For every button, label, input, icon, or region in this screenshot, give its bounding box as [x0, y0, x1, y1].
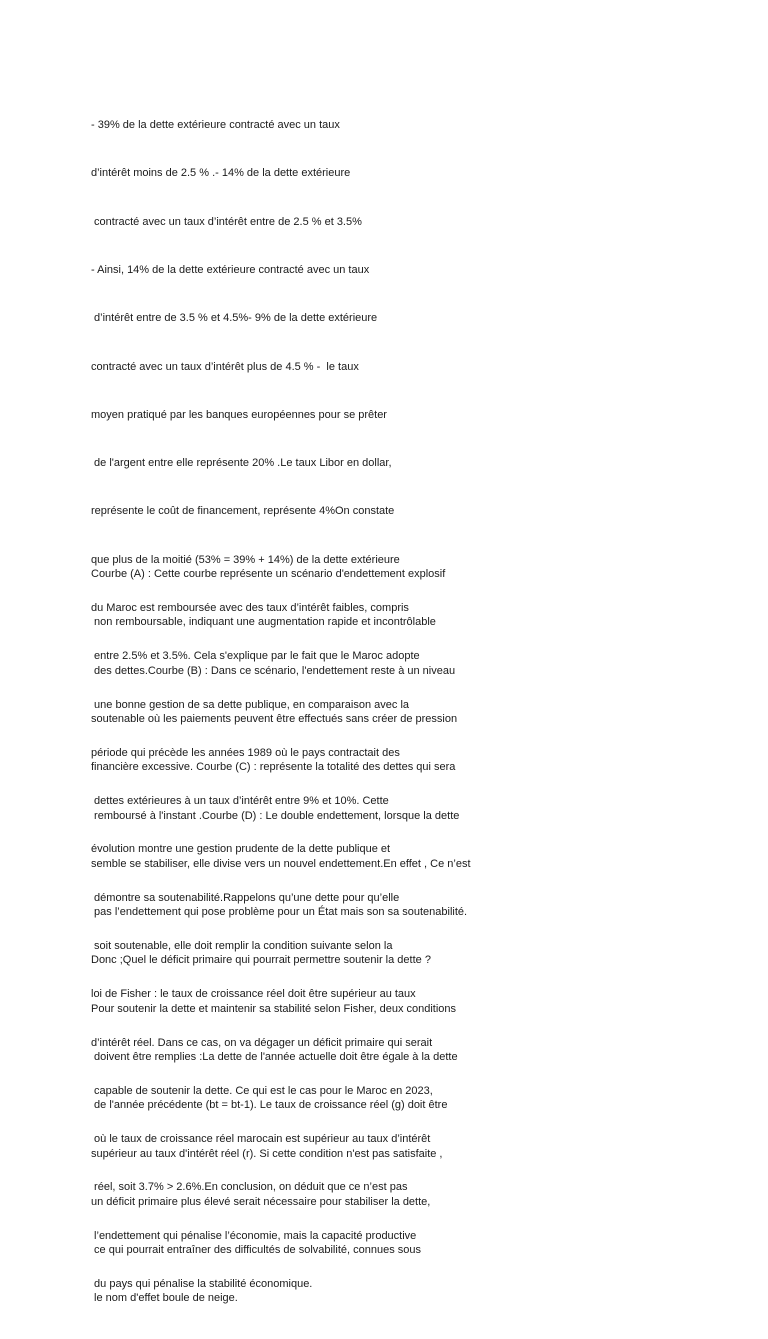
text-line: soit soutenable, elle doit remplir la condition suivante selon la [91, 939, 393, 952]
text-line: contracté avec un taux d’intérêt plus de 4.5 % - le taux [91, 360, 359, 373]
text-line: moyen pratiqué par les banques européennes pour se prêter [91, 408, 387, 421]
text-line: supérieur au taux d'intérêt réel (r). Si cette condition n'est pas satisfaite , [91, 1147, 443, 1160]
paragraph-debt-curves [91, 534, 511, 1339]
text-line: - Ainsi, 14% de la dette extérieure contracté avec un taux [91, 264, 370, 277]
text-line: semble se stabiliser, elle divise vers un nouvel endettement.En effet , Ce n’est [91, 857, 471, 870]
text-line: Pour soutenir la dette et maintenir sa stabilité selon Fisher, deux conditions [91, 1002, 457, 1015]
text-line: ce qui pourrait entraîner des difficultés de solvabilité, connues sous [91, 1244, 421, 1257]
text-line: loi de Fisher : le taux de croissance réel doit être supérieur au taux [91, 988, 416, 1001]
text-line: Courbe (A) : Cette courbe représente un scénario d'endettement explosif [91, 568, 446, 581]
text-line: entre 2.5% et 3.5%. Cela s'explique par le fait que le Maroc adopte [91, 650, 420, 663]
text-line: de l'année précédente (bt = bt-1). Le taux de croissance réel (g) doit être [91, 1099, 448, 1112]
text-line: de l'argent entre elle représente 20% .Le taux Libor en dollar, [91, 457, 392, 470]
text-line: Donc ;Quel le déficit primaire qui pourrait permettre soutenir la dette ? [91, 954, 431, 967]
text-line: - 39% de la dette extérieure contracté avec un taux [91, 119, 340, 132]
text-line: d’intérêt moins de 2.5 % .- 14% de la dette extérieure [91, 167, 351, 180]
text-line: financière excessive. Courbe (C) : représente la totalité des dettes qui sera [91, 761, 456, 774]
text-line: que plus de la moitié (53% = 39% + 14%) de la dette extérieure [91, 553, 400, 566]
text-line: l’endettement qui pénalise l’économie, mais la capacité productive [91, 1229, 417, 1242]
text-line: pas l’endettement qui pose problème pour un État mais son sa soutenabilité. [91, 906, 468, 919]
text-line: représente le coût de financement, représente 4%On constate [91, 505, 395, 518]
text-line: une bonne gestion de sa dette publique, en comparaison avec la [91, 698, 410, 711]
text-line: contracté avec un taux d’intérêt entre de 2.5 % et 3.5% [91, 215, 362, 228]
text-line: un déficit primaire plus élevé serait nécessaire pour stabiliser la dette, [91, 1195, 431, 1208]
text-line: démontre sa soutenabilité.Rappelons qu’une dette pour qu’elle [91, 891, 400, 904]
text-line: du pays qui pénalise la stabilité économique. [91, 1277, 313, 1290]
text-line: soutenable où les paiements peuvent être effectués sans créer de pression [91, 713, 458, 726]
text-line: période qui précède les années 1989 où le pays contractait des [91, 746, 400, 759]
text-line: dettes extérieures à un taux d’intérêt entre 9% et 10%. Cette [91, 795, 389, 808]
text-line: doivent être remplies :La dette de l'année actuelle doit être égale à la dette [91, 1051, 458, 1063]
text-line: des dettes.Courbe (B) : Dans ce scénario, l'endettement reste à un niveau [91, 664, 456, 677]
text-line: remboursé à l'instant .Courbe (D) : Le double endettement, lorsque la dette [91, 809, 460, 822]
text-line: du Maroc est remboursée avec des taux d’intérêt faibles, compris [91, 602, 409, 614]
text-line: réel, soit 3.7% > 2.6%.En conclusion, on déduit que ce n’est pas [91, 1181, 408, 1194]
text-line: où le taux de croissance réel marocain est supérieur au taux d’intérêt [91, 1133, 431, 1146]
text-line: capable de soutenir la dette. Ce qui est le cas pour le Maroc en 2023, [91, 1084, 433, 1097]
text-line: évolution montre une gestion prudente de la dette publique et [91, 843, 391, 856]
text-line: d’intérêt réel. Dans ce cas, on va dégager un déficit primaire qui serait [91, 1036, 433, 1049]
text-line: le nom d'effet boule de neige. [91, 1292, 238, 1305]
text-line: non remboursable, indiquant une augmentation rapide et incontrôlable [91, 616, 436, 629]
text-line: d’intérêt entre de 3.5 % et 4.5%- 9% de la dette extérieure [91, 312, 378, 325]
